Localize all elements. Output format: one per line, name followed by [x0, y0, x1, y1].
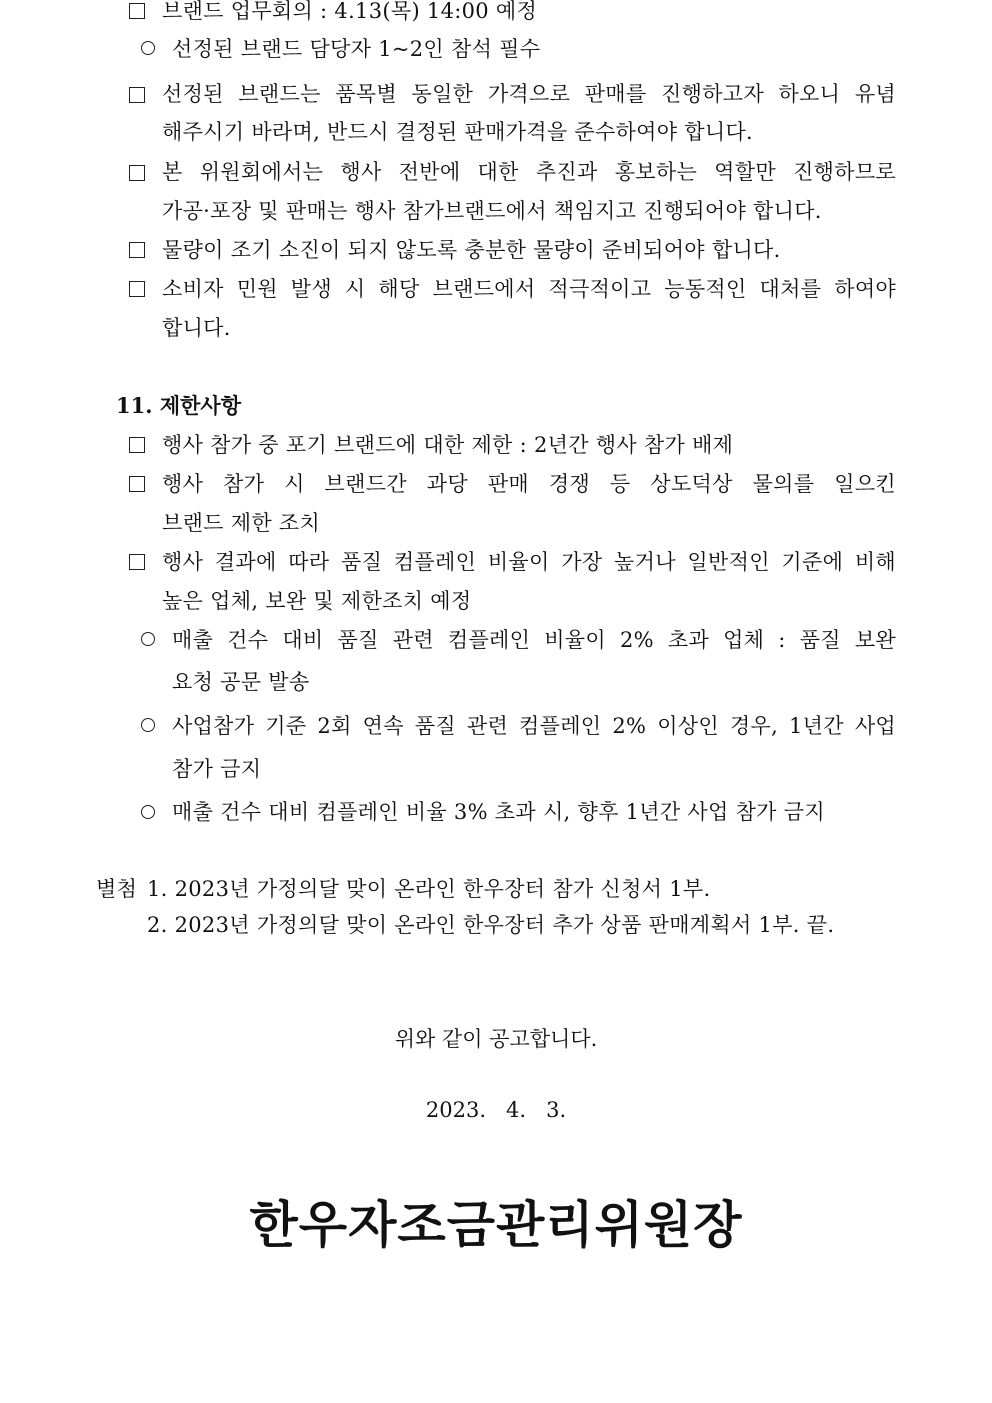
item-text: 참가 금지	[172, 757, 262, 781]
item-text: 합니다.	[162, 316, 231, 340]
item-text: 매출 건수 대비 품질 관련 컴플레인 비율이 2% 초과 업체 : 품질 보완	[172, 628, 896, 652]
section-heading: 11. 제한사항	[116, 393, 241, 418]
checkbox-icon	[129, 242, 145, 258]
attachment-item: 2. 2023년 가정의달 맞이 온라인 한우장터 추가 상품 판매계획서 1부. 끝.	[147, 913, 835, 937]
circle-bullet-icon	[141, 718, 155, 732]
attachments-label: 별첨	[96, 877, 138, 901]
item-text: 행사 참가 중 포기 브랜드에 대한 제한 : 2년간 행사 참가 배제	[162, 433, 734, 457]
item-text: 소비자 민원 발생 시 해당 브랜드에서 적극적이고 능동적인 대처를 하여야	[162, 277, 896, 301]
item-text: 높은 업체, 보완 및 제한조치 예정	[162, 589, 472, 613]
issuer-name: 한우자조금관리위원장	[249, 1195, 743, 1254]
attachment-item: 1. 2023년 가정의달 맞이 온라인 한우장터 참가 신청서 1부.	[147, 877, 711, 901]
announcement-date: 2023. 4. 3.	[425, 1098, 567, 1122]
item-text: 행사 참가 시 브랜드간 과당 판매 경쟁 등 상도덕상 물의를 일으킨	[162, 472, 896, 496]
item-text: 요청 공문 발송	[172, 670, 310, 694]
circle-bullet-icon	[141, 632, 155, 646]
checkbox-icon	[129, 281, 145, 297]
item-text: 선정된 브랜드는 품목별 동일한 가격으로 판매를 진행하고자 하오니 유념	[162, 82, 896, 106]
checkbox-icon	[129, 437, 145, 453]
item-text: 선정된 브랜드 담당자 1~2인 참석 필수	[172, 37, 541, 61]
checkbox-icon	[129, 554, 145, 570]
item-text: 해주시기 바라며, 반드시 결정된 판매가격을 준수하여야 합니다.	[162, 120, 754, 144]
item-text: 본 위원회에서는 행사 전반에 대한 추진과 홍보하는 역할만 진행하므로	[162, 160, 896, 184]
item-text: 행사 결과에 따라 품질 컴플레인 비율이 가장 높거나 일반적인 기준에 비해	[162, 550, 896, 574]
item-text: 물량이 조기 소진이 되지 않도록 충분한 물량이 준비되어야 합니다.	[162, 238, 781, 262]
checkbox-icon	[129, 87, 145, 103]
item-text: 브랜드 제한 조치	[162, 511, 321, 535]
closing-statement: 위와 같이 공고합니다.	[394, 1027, 598, 1051]
circle-bullet-icon	[141, 805, 155, 819]
item-text: 가공·포장 및 판매는 행사 참가브랜드에서 책임지고 진행되어야 합니다.	[162, 199, 822, 223]
checkbox-icon	[129, 3, 145, 19]
item-text: 매출 건수 대비 컴플레인 비율 3% 초과 시, 향후 1년간 사업 참가 금지	[172, 800, 825, 824]
item-text: 사업참가 기준 2회 연속 품질 관련 컴플레인 2% 이상인 경우, 1년간 사업	[172, 714, 896, 738]
item-text: 브랜드 업무회의 : 4.13(목) 14:00 예정	[162, 0, 538, 23]
checkbox-icon	[129, 165, 145, 181]
circle-bullet-icon	[141, 41, 155, 55]
checkbox-icon	[129, 476, 145, 492]
